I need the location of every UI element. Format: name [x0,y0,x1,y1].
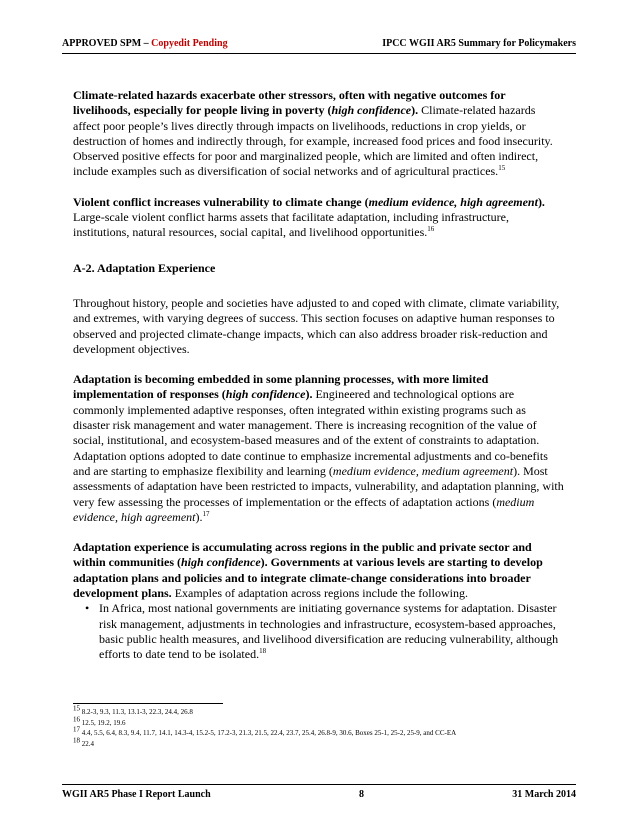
list-item: • In Africa, most national governments are initiating governance systems for adaptation. Disaster risk management, adjustments in technologies and infrastructure, ecosystem-based approaches, basic public health measures, and livelihood diversification are reducing vulnerability, although efforts to date tend to be isolated.$^{18}$ [85,601,559,662]
bullet-icon: • [85,601,90,616]
regions-list [73,601,565,662]
footnote-ref[interactable]: 16 [427,225,435,234]
paragraph-adaptation-regions: Adaptation experience is accumulating across regions in the public and private sector and within communities (high confidence). Governments at various levels are starting to develop adaptation plans and policies and to integrate climate-change considerations into broader development plans. Examples of adaptation across regions include the following. [73,540,543,601]
footnote: $^{18}$ 22.4 [73,736,94,748]
page-footer [62,784,576,800]
page-header [62,38,576,54]
footer-event: WGII AR5 Phase I Report Launch [62,789,211,800]
page-body [73,88,565,663]
section-heading: A-2. Adaptation Experience [73,260,216,275]
paragraph-adaptation-intro: Throughout history, people and societies have adjusted to and coped with climate, climate variability, and extremes, with varying degrees of success. This section focuses on adaptive human responses to observed and projected climate-change impacts, which can also address broader risk-reduction and development objectives. [73,295,560,356]
paragraph-adaptation-planning: Adaptation is becoming embedded in some planning processes, with more limited implementation of responses (high confidence). Engineered and technological options are commonly implemented adaptive responses, often integrated within existing programs such as disaster risk management and water management. There is increasing recognition of the value of social, institutional, and ecosystem-based measures and of the extent of constraints to adaptation. Adaptation options adopted to date continue to emphasize incremental adjustments and co-benefits and are starting to emphasize flexibility and learning (medium evidence, medium agreement). Most assessments of adaptation have been restricted to impacts, vulnerability, and adaptation planning, with very few assessing the processes of implementation or the effects of adaptation actions (medium evidence, high agreement).$^{17}$ [73,372,564,524]
footnote-divider [73,703,223,704]
footnote-ref[interactable]: 18 [259,647,267,656]
page-number: 8 [358,789,364,800]
header-title: IPCC WGII AR5 Summary for Policymakers [382,38,576,49]
footnote: $^{15}$ 8.2-3, 9.3, 11.3, 13.1-3, 22.3, 24.4, 26.8 [73,704,193,716]
paragraph-climate-hazards: Climate-related hazards exacerbate other stressors, often with negative outcomes for livelihoods, especially for people living in poverty (high confidence). Climate-related hazards affect poor people’s lives directly through impacts on livelihoods, reductions in crop yields, or destruction of homes and indirectly through, for example, increased food prices and food insecurity. Observed positive effects for poor and marginalized people, which are limited and often indirect, include examples such as diversification of social networks and of agricultural practices.$^{15}$ [73,88,553,179]
footnote: $^{17}$ 4.4, 5.5, 6.4, 8.3, 9.4, 11.7, 14.1, 14.3-4, 15.2-5, 17.2-3, 21.3, 21.5, 22.4, 23.7, 25.4, 26.8-9, 30.6, Boxes 25-1, 25-2, 25-9, and CC-EA [73,725,457,737]
copyedit-status: Copyedit Pending [151,38,228,49]
paragraph-violent-conflict: Violent conflict increases vulnerability to climate change (medium evidence, high agreement). Large-scale violent conflict harms assets that facilitate adaptation, including infrastructure, institutions, natural resources, social capital, and livelihood opportunities.$^{16}$ [73,194,545,240]
footnote: $^{16}$ 12.5, 19.2, 19.6 [73,715,126,727]
footer-date: 31 March 2014 [512,789,576,800]
header-status: APPROVED SPM – Copyedit Pending [62,38,228,49]
footnote-ref[interactable]: 15 [498,164,506,173]
footnote-ref[interactable]: 17 [202,509,210,518]
footnotes [73,704,565,749]
